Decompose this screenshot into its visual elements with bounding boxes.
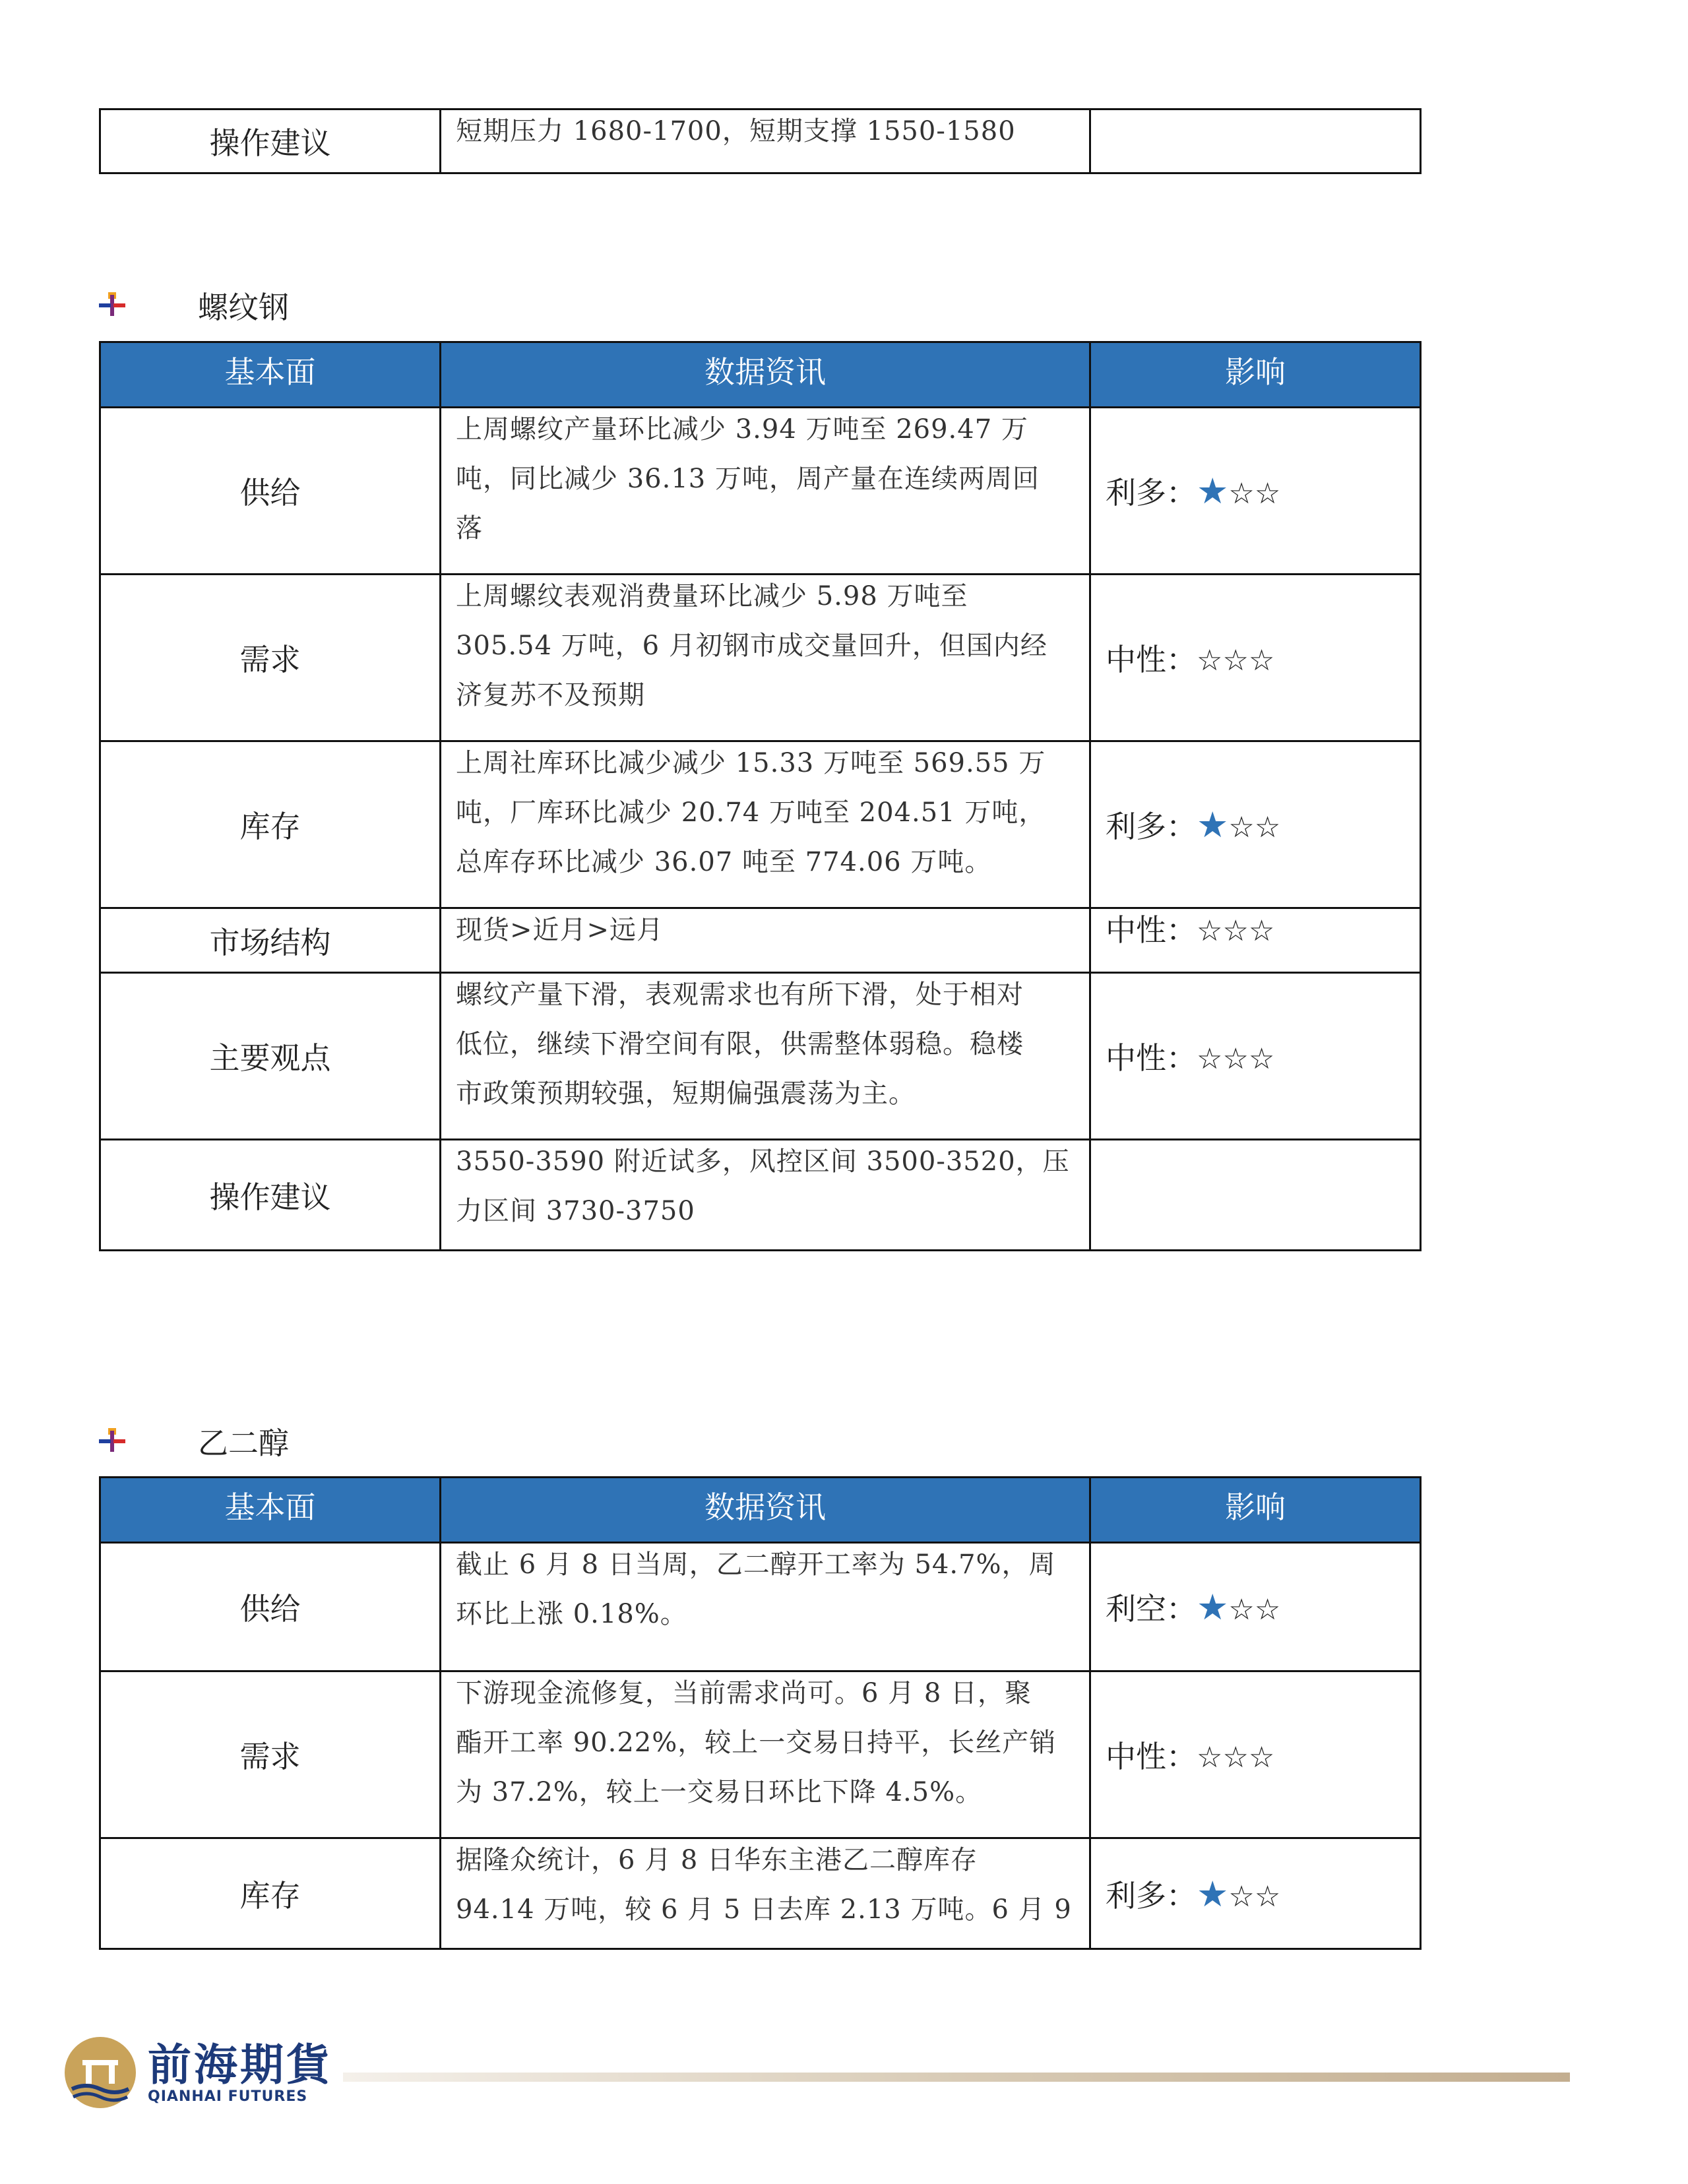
star-rating bbox=[1197, 1586, 1281, 1628]
table-header-row bbox=[100, 342, 1421, 408]
star-rating bbox=[1197, 912, 1274, 948]
star-empty-icon: ☆ bbox=[1248, 1741, 1275, 1774]
star-empty-icon: ☆ bbox=[1197, 1042, 1223, 1076]
star-empty-icon: ☆ bbox=[1222, 644, 1249, 677]
info-line: 总库存环比减少 36.07 吨至 774.06 万吨。 bbox=[456, 847, 992, 877]
star-filled-icon: ★ bbox=[1197, 804, 1229, 846]
star-empty-icon: ☆ bbox=[1228, 477, 1255, 511]
info-cell bbox=[441, 1140, 1090, 1251]
section-title: 螺纹钢 bbox=[198, 290, 289, 325]
footer-divider bbox=[343, 2073, 1570, 2082]
category-cell: 供给 bbox=[100, 1543, 441, 1671]
info-line: 据隆众统计，6 月 8 日华东主港乙二醇库存 bbox=[456, 1845, 978, 1875]
table-row-market-structure bbox=[100, 908, 1421, 973]
star-empty-icon: ☆ bbox=[1254, 1879, 1281, 1914]
section-heading-rebar bbox=[99, 284, 289, 327]
info-line: 截止 6 月 8 日当周，乙二醇开工率为 54.7%，周 bbox=[456, 1549, 1056, 1580]
section-heading-meg bbox=[99, 1420, 289, 1463]
star-empty-icon: ☆ bbox=[1254, 1593, 1281, 1627]
star-empty-icon: ☆ bbox=[1197, 1741, 1223, 1774]
star-empty-icon: ☆ bbox=[1248, 644, 1275, 677]
star-filled-icon: ★ bbox=[1197, 470, 1229, 512]
star-empty-icon: ☆ bbox=[1228, 811, 1255, 844]
bullet-icon bbox=[99, 292, 125, 319]
star-empty-icon: ☆ bbox=[1197, 914, 1223, 948]
star-empty-icon: ☆ bbox=[1228, 1593, 1255, 1627]
category-cell: 主要观点 bbox=[100, 973, 441, 1140]
star-empty-icon: ☆ bbox=[1197, 644, 1223, 677]
category-cell: 供给 bbox=[100, 408, 441, 575]
info-line: 现货>近月>远月 bbox=[456, 915, 664, 945]
header-fundamentals: 基本面 bbox=[100, 342, 441, 408]
impact-cell: 利空：★☆☆ bbox=[1090, 1543, 1421, 1671]
star-empty-icon: ☆ bbox=[1248, 1042, 1275, 1076]
category-cell: 库存 bbox=[100, 1838, 441, 1949]
info-line: 低位，继续下滑空间有限，供需整体弱稳。稳楼 bbox=[456, 1029, 1024, 1059]
section-title: 乙二醇 bbox=[198, 1425, 289, 1461]
info-line: 短期压力 1680-1700，短期支撑 1550-1580 bbox=[456, 116, 1016, 146]
info-line: 3550-3590 附近试多，风控区间 3500-3520，压 bbox=[456, 1146, 1070, 1177]
category-cell: 需求 bbox=[100, 1671, 441, 1838]
impact-cell: 中性：☆☆☆ bbox=[1090, 575, 1421, 741]
impact-cell: 利多：★☆☆ bbox=[1090, 1838, 1421, 1949]
impact-cell: 中性：☆☆☆ bbox=[1090, 973, 1421, 1140]
impact-cell: 中性：☆☆☆ bbox=[1090, 1671, 1421, 1838]
brand-name-en: QIANHAI FUTURES bbox=[148, 2088, 308, 2105]
table-row-supply bbox=[100, 408, 1421, 575]
info-line: 环比上涨 0.18%。 bbox=[456, 1599, 687, 1629]
star-rating bbox=[1197, 804, 1281, 846]
table-row-demand bbox=[100, 1671, 1421, 1838]
info-line: 螺纹产量下滑，表观需求也有所下滑，处于相对 bbox=[456, 980, 1024, 1010]
info-cell bbox=[441, 741, 1090, 908]
info-cell bbox=[441, 1838, 1090, 1949]
bullet-icon bbox=[99, 1428, 125, 1454]
info-cell bbox=[441, 109, 1090, 173]
brand-name-cn: 前海期貨 bbox=[148, 2039, 332, 2090]
info-cell bbox=[441, 1543, 1090, 1671]
impact-cell: 利多：★☆☆ bbox=[1090, 408, 1421, 575]
star-rating bbox=[1197, 1873, 1281, 1915]
impact-cell bbox=[1090, 109, 1421, 173]
info-line: 力区间 3730-3750 bbox=[456, 1196, 695, 1226]
qianhai-emblem-icon bbox=[63, 2035, 139, 2111]
star-filled-icon: ★ bbox=[1197, 1873, 1229, 1915]
star-empty-icon: ☆ bbox=[1254, 811, 1281, 844]
info-line: 济复苏不及预期 bbox=[456, 680, 645, 710]
info-line: 上周螺纹表观消费量环比减少 5.98 万吨至 bbox=[456, 581, 968, 611]
star-empty-icon: ☆ bbox=[1222, 1741, 1249, 1774]
rebar-table bbox=[99, 341, 1422, 1251]
info-cell bbox=[441, 908, 1090, 973]
star-empty-icon: ☆ bbox=[1222, 914, 1249, 948]
info-line: 305.54 万吨，6 月初钢市成交量回升，但国内经 bbox=[456, 631, 1047, 661]
info-line: 为 37.2%，较上一交易日环比下降 4.5%。 bbox=[456, 1777, 983, 1807]
meg-table bbox=[99, 1476, 1422, 1950]
info-line: 酯开工率 90.22%，较上一交易日持平，长丝产销 bbox=[456, 1728, 1057, 1758]
info-line: 吨，同比减少 36.13 万吨，周产量在连续两周回 bbox=[456, 464, 1040, 494]
info-cell bbox=[441, 408, 1090, 575]
category-cell: 操作建议 bbox=[100, 109, 441, 173]
header-data-info: 数据资讯 bbox=[441, 1478, 1090, 1543]
star-empty-icon: ☆ bbox=[1228, 1879, 1255, 1914]
table-row-operation bbox=[100, 1140, 1421, 1251]
info-line: 下游现金流修复，当前需求尚可。6 月 8 日，聚 bbox=[456, 1678, 1032, 1708]
star-empty-icon: ☆ bbox=[1254, 477, 1281, 511]
star-rating bbox=[1197, 470, 1281, 512]
info-line: 上周螺纹产量环比减少 3.94 万吨至 269.47 万 bbox=[456, 414, 1028, 445]
impact-cell: 中性：☆☆☆ bbox=[1090, 908, 1421, 973]
table-row-inventory bbox=[100, 741, 1421, 908]
header-fundamentals: 基本面 bbox=[100, 1478, 441, 1543]
company-logo bbox=[63, 2035, 332, 2111]
info-line: 市政策预期较强，短期偏强震荡为主。 bbox=[456, 1078, 916, 1109]
top-operation-table bbox=[99, 108, 1422, 174]
table-row bbox=[100, 109, 1421, 173]
info-cell bbox=[441, 1671, 1090, 1838]
star-rating bbox=[1197, 1040, 1274, 1076]
star-rating bbox=[1197, 1739, 1274, 1774]
table-row-main-view bbox=[100, 973, 1421, 1140]
table-row-demand bbox=[100, 575, 1421, 741]
info-line: 94.14 万吨，较 6 月 5 日去库 2.13 万吨。6 月 9 bbox=[456, 1894, 1072, 1925]
table-header-row bbox=[100, 1478, 1421, 1543]
category-cell: 操作建议 bbox=[100, 1140, 441, 1251]
star-empty-icon: ☆ bbox=[1248, 914, 1275, 948]
star-empty-icon: ☆ bbox=[1222, 1042, 1249, 1076]
category-cell: 市场结构 bbox=[100, 908, 441, 973]
table-row-inventory bbox=[100, 1838, 1421, 1949]
category-cell: 库存 bbox=[100, 741, 441, 908]
info-line: 上周社库环比减少减少 15.33 万吨至 569.55 万 bbox=[456, 748, 1046, 778]
impact-cell bbox=[1090, 1140, 1421, 1251]
header-data-info: 数据资讯 bbox=[441, 342, 1090, 408]
header-impact: 影响 bbox=[1090, 342, 1421, 408]
impact-cell: 利多：★☆☆ bbox=[1090, 741, 1421, 908]
info-cell bbox=[441, 575, 1090, 741]
info-cell bbox=[441, 973, 1090, 1140]
info-line: 吨，厂库环比减少 20.74 万吨至 204.51 万吨， bbox=[456, 797, 1046, 828]
category-cell: 需求 bbox=[100, 575, 441, 741]
info-line: 落 bbox=[456, 513, 483, 544]
star-filled-icon: ★ bbox=[1197, 1586, 1229, 1628]
star-rating bbox=[1197, 642, 1274, 677]
header-impact: 影响 bbox=[1090, 1478, 1421, 1543]
table-row-supply bbox=[100, 1543, 1421, 1671]
